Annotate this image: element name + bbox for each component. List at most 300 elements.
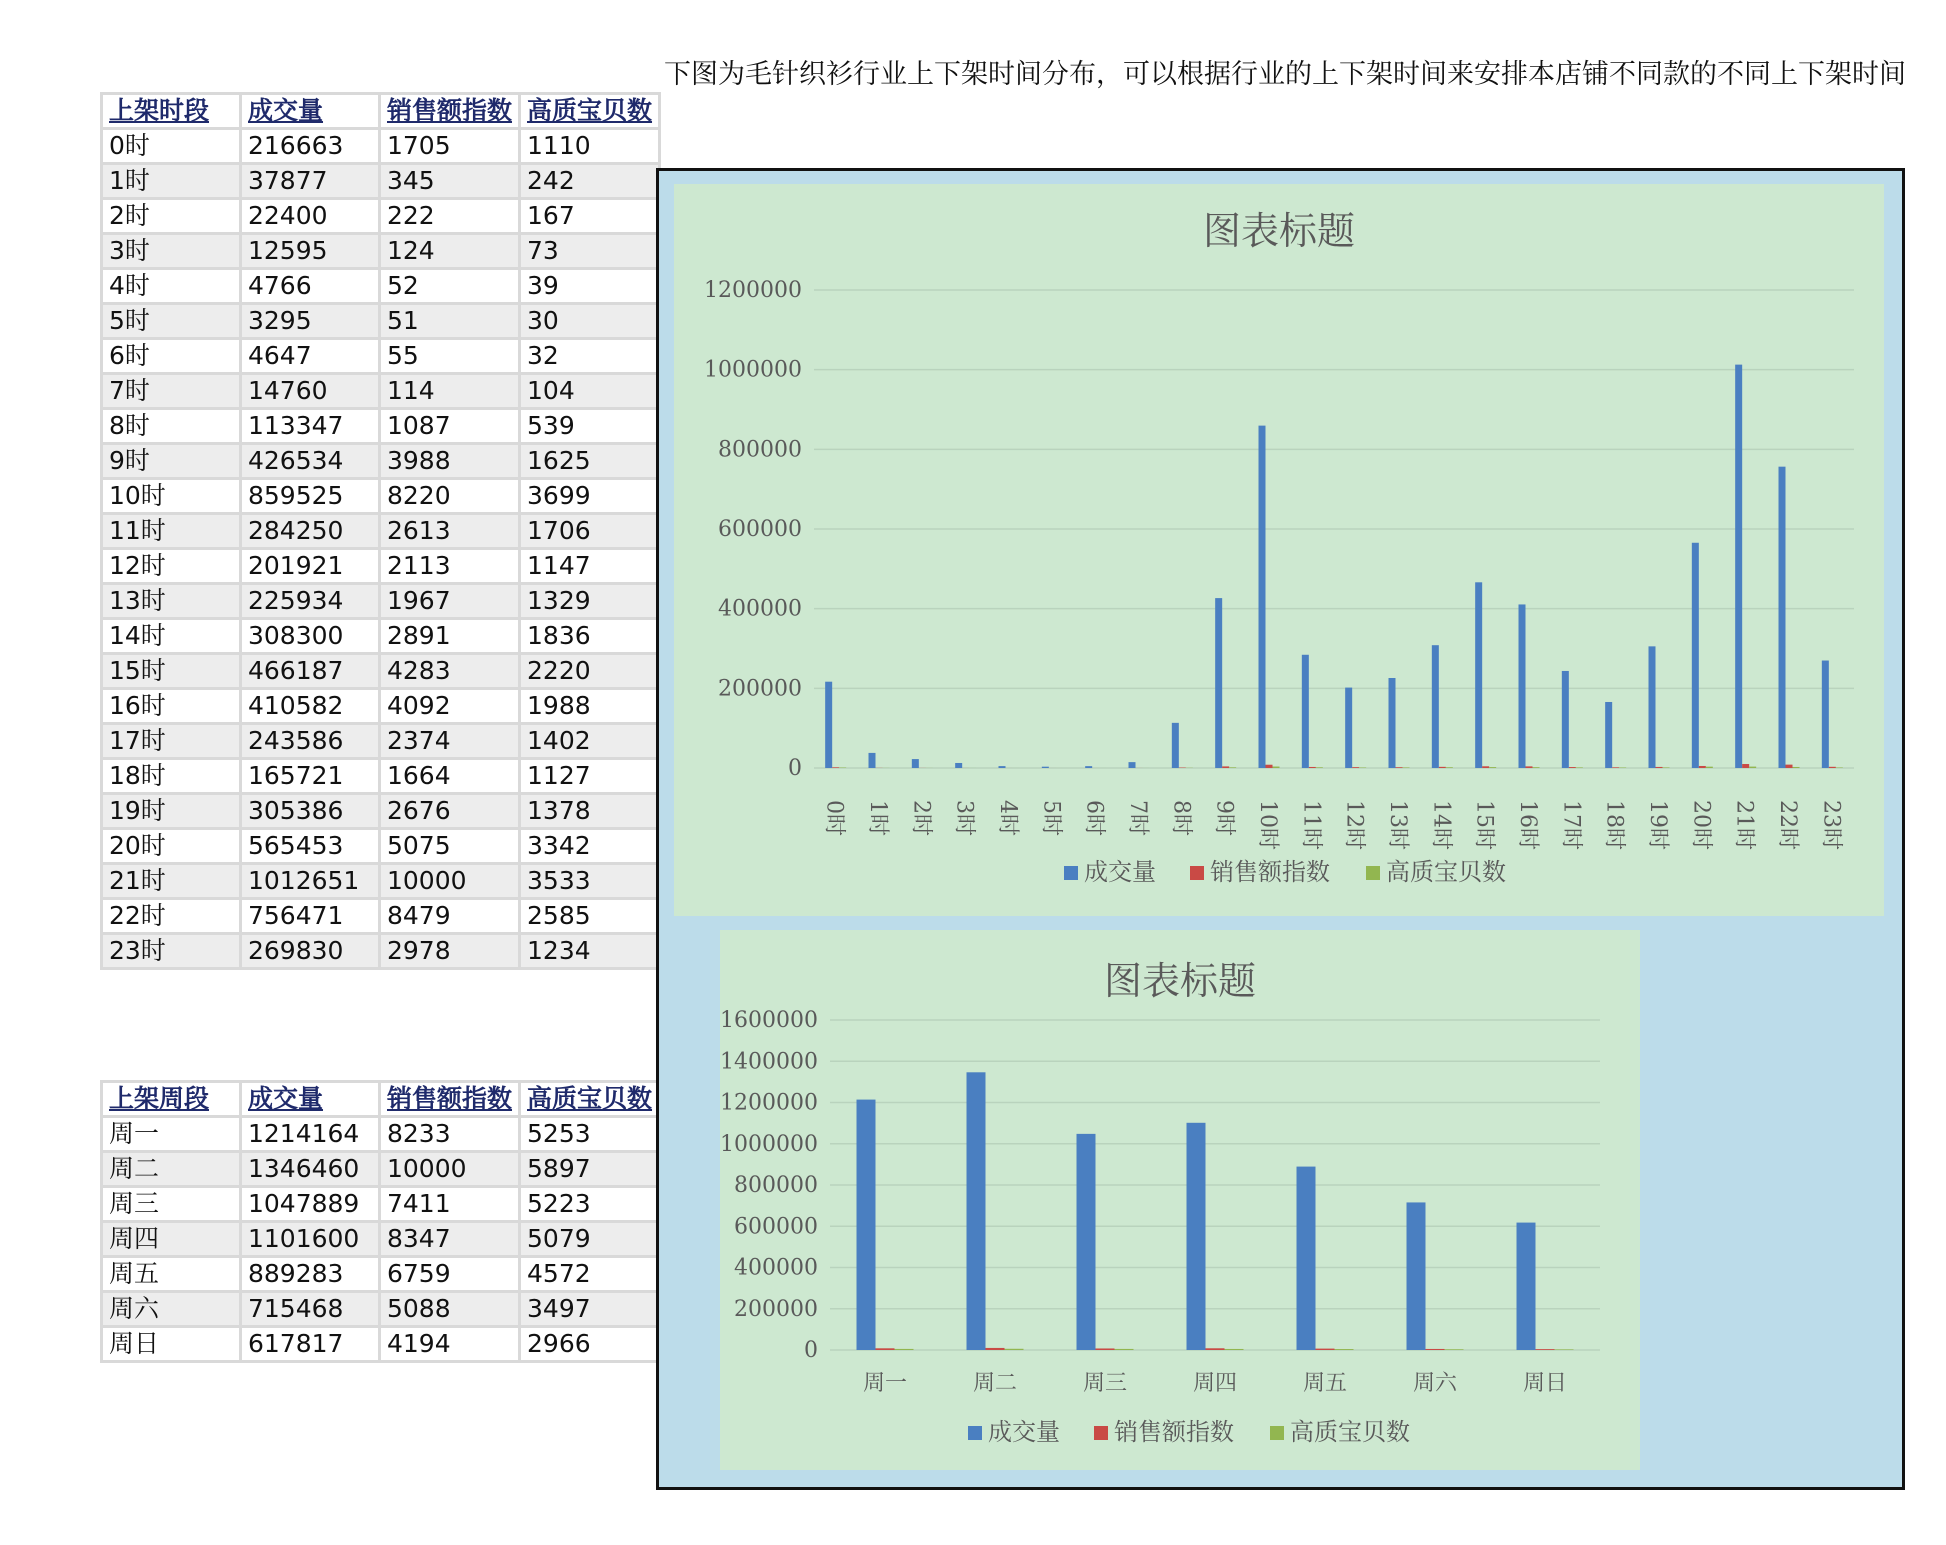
table-cell: 4283 — [381, 655, 518, 687]
bar-volume — [1187, 1123, 1206, 1350]
table-cell: 756471 — [242, 900, 378, 932]
bar-quality-items — [1403, 767, 1410, 768]
table-cell: 2676 — [381, 795, 518, 827]
table-cell: 6759 — [381, 1258, 518, 1290]
table-cell: 1836 — [521, 620, 658, 652]
table-cell: 0时 — [103, 130, 239, 162]
bar-volume — [1389, 678, 1396, 768]
weekly-table-row — [103, 1118, 658, 1150]
table-cell: 1988 — [521, 690, 658, 722]
header-cell: 高质宝贝数 — [521, 1083, 658, 1115]
table-cell: 5时 — [103, 305, 239, 337]
description-note: 下图为毛针织衫行业上下架时间分布，可以根据行业的上下架时间来安排本店铺不同款的不同上下架时间 — [664, 59, 1906, 90]
table-cell: 305386 — [242, 795, 378, 827]
y-tick-label: 600000 — [718, 517, 802, 542]
table-cell: 9时 — [103, 445, 239, 477]
bar-volume — [1517, 1223, 1536, 1350]
hourly-table-row — [103, 340, 658, 372]
table-cell: 3时 — [103, 235, 239, 267]
legend-swatch — [1270, 1426, 1284, 1440]
table-cell: 1110 — [521, 130, 658, 162]
bar-volume — [1407, 1202, 1426, 1350]
bar-quality-items — [895, 1349, 914, 1350]
table-cell: 243586 — [242, 725, 378, 757]
table-cell: 55 — [381, 340, 518, 372]
table-cell: 5223 — [521, 1188, 658, 1220]
table-cell: 73 — [521, 235, 658, 267]
bar-quality-items — [1576, 767, 1583, 768]
table-cell: 3533 — [521, 865, 658, 897]
table-cell: 周一 — [103, 1118, 239, 1150]
bar-sales-index — [1829, 767, 1836, 768]
y-tick-label: 200000 — [718, 676, 802, 702]
table-cell: 21时 — [103, 865, 239, 897]
table-cell: 14时 — [103, 620, 239, 652]
bar-volume — [967, 1072, 986, 1350]
table-cell: 8时 — [103, 410, 239, 442]
x-tick-label: 15时 — [1471, 800, 1497, 850]
bar-volume — [869, 753, 876, 768]
x-tick-label: 7时 — [1125, 800, 1150, 836]
bar-quality-items — [1663, 767, 1670, 768]
bar-volume — [1085, 766, 1092, 768]
table-cell: 5897 — [521, 1153, 658, 1185]
table-cell: 4647 — [242, 340, 378, 372]
table-cell: 23时 — [103, 935, 239, 967]
bar-sales-index — [1526, 766, 1533, 768]
x-tick-label: 周四 — [1192, 1371, 1238, 1396]
table-cell: 426534 — [242, 445, 378, 477]
weekly-table-row — [103, 1153, 658, 1185]
table-cell: 242 — [521, 165, 658, 197]
table-cell: 18时 — [103, 760, 239, 792]
bar-sales-index — [1096, 1348, 1115, 1350]
bar-volume — [1345, 688, 1352, 768]
hourly-table-row — [103, 690, 658, 722]
y-tick-label: 400000 — [734, 1255, 818, 1281]
header-cell: 成交量 — [242, 1083, 378, 1115]
chart-title: 图表标题 — [1202, 209, 1356, 253]
table-cell: 51 — [381, 305, 518, 337]
hourly-table-row — [103, 515, 658, 547]
x-tick-label: 14时 — [1428, 800, 1454, 850]
table-cell: 2374 — [381, 725, 518, 757]
table-cell: 1625 — [521, 445, 658, 477]
bar-quality-items — [1489, 767, 1496, 768]
bar-sales-index — [1612, 767, 1619, 768]
table-cell: 165721 — [242, 760, 378, 792]
table-cell: 1214164 — [242, 1118, 378, 1150]
bar-quality-items — [1793, 767, 1800, 768]
hourly-table-row — [103, 830, 658, 862]
x-tick-label: 23时 — [1818, 800, 1844, 850]
y-tick-label: 1200000 — [704, 278, 802, 303]
bar-quality-items — [1555, 1349, 1574, 1350]
table-cell: 539 — [521, 410, 658, 442]
bar-quality-items — [1706, 767, 1713, 768]
bar-volume — [1735, 365, 1742, 768]
y-tick-label: 800000 — [734, 1173, 818, 1198]
bar-volume — [1779, 467, 1786, 768]
table-cell: 39 — [521, 270, 658, 302]
legend-label: 高质宝贝数 — [1386, 858, 1506, 886]
bar-sales-index — [1396, 767, 1403, 768]
bar-sales-index — [1222, 766, 1229, 768]
bar-volume — [857, 1100, 876, 1350]
table-cell: 889283 — [242, 1258, 378, 1290]
table-cell: 15时 — [103, 655, 239, 687]
bar-volume — [825, 682, 832, 768]
y-tick-label: 1000000 — [704, 357, 802, 383]
bar-quality-items — [1446, 767, 1453, 768]
y-tick-label: 400000 — [718, 596, 802, 622]
hourly-table-row — [103, 270, 658, 302]
bar-quality-items — [1273, 767, 1280, 768]
bar-volume — [1649, 646, 1656, 768]
weekly-table-header — [103, 1083, 658, 1115]
hourly-table-row — [103, 900, 658, 932]
table-cell: 7时 — [103, 375, 239, 407]
bar-sales-index — [1536, 1349, 1555, 1350]
x-tick-label: 周三 — [1082, 1371, 1128, 1396]
bar-sales-index — [1266, 765, 1273, 768]
hourly-table-header — [103, 95, 658, 127]
x-tick-label: 22时 — [1775, 800, 1800, 850]
table-cell: 10时 — [103, 480, 239, 512]
bar-volume — [1129, 762, 1136, 768]
x-tick-label: 21时 — [1731, 800, 1757, 850]
legend-swatch — [1064, 866, 1078, 880]
header-cell: 高质宝贝数 — [521, 95, 658, 127]
x-tick-label: 周六 — [1412, 1371, 1458, 1396]
table-cell: 32 — [521, 340, 658, 372]
x-tick-label: 10时 — [1255, 800, 1280, 850]
table-cell: 5088 — [381, 1293, 518, 1325]
x-tick-label: 周五 — [1302, 1371, 1348, 1396]
x-tick-label: 周二 — [972, 1371, 1018, 1396]
table-cell: 8233 — [381, 1118, 518, 1150]
table-cell: 1705 — [381, 130, 518, 162]
table-cell: 周三 — [103, 1188, 239, 1220]
table-cell: 104 — [521, 375, 658, 407]
weekly-table-row — [103, 1188, 658, 1220]
table-cell: 周五 — [103, 1258, 239, 1290]
bar-sales-index — [1569, 767, 1576, 768]
bar-sales-index — [1426, 1349, 1445, 1350]
weekly-table-row — [103, 1328, 658, 1360]
table-cell: 308300 — [242, 620, 378, 652]
table-cell: 22400 — [242, 200, 378, 232]
bar-quality-items — [1225, 1349, 1244, 1350]
weekly-table-row — [103, 1223, 658, 1255]
table-cell: 3988 — [381, 445, 518, 477]
table-cell: 4194 — [381, 1328, 518, 1360]
bar-volume — [1432, 645, 1439, 768]
x-tick-label: 4时 — [995, 800, 1020, 836]
hourly-table-row — [103, 235, 658, 267]
table-cell: 1087 — [381, 410, 518, 442]
bar-sales-index — [1742, 764, 1749, 768]
bar-quality-items — [1316, 767, 1323, 768]
bar-quality-items — [1749, 767, 1756, 768]
bar-volume — [955, 763, 962, 768]
table-cell: 8220 — [381, 480, 518, 512]
table-cell: 4时 — [103, 270, 239, 302]
table-cell: 30 — [521, 305, 658, 337]
y-tick-label: 0 — [804, 1338, 818, 1363]
hourly-table-row — [103, 865, 658, 897]
legend-swatch — [1366, 866, 1380, 880]
x-tick-label: 5时 — [1038, 800, 1064, 836]
table-cell: 201921 — [242, 550, 378, 582]
bar-quality-items — [1335, 1349, 1354, 1350]
legend-swatch — [1190, 866, 1204, 880]
table-cell: 3497 — [521, 1293, 658, 1325]
bar-volume — [1302, 655, 1309, 768]
table-cell: 1706 — [521, 515, 658, 547]
table-cell: 225934 — [242, 585, 378, 617]
bar-volume — [999, 766, 1006, 768]
table-cell: 222 — [381, 200, 518, 232]
bar-sales-index — [1439, 767, 1446, 768]
bar-sales-index — [1656, 767, 1663, 768]
table-cell: 37877 — [242, 165, 378, 197]
bar-sales-index — [832, 767, 839, 768]
bar-quality-items — [1115, 1349, 1134, 1350]
x-tick-label: 8时 — [1168, 800, 1194, 836]
y-tick-label: 1200000 — [720, 1090, 818, 1116]
hourly-table-row — [103, 935, 658, 967]
hourly-table-row — [103, 200, 658, 232]
table-cell: 16时 — [103, 690, 239, 722]
table-cell: 5079 — [521, 1223, 658, 1255]
table-cell: 1329 — [521, 585, 658, 617]
table-cell: 1234 — [521, 935, 658, 967]
hourly-table-row — [103, 130, 658, 162]
hourly-table-row — [103, 795, 658, 827]
table-cell: 5253 — [521, 1118, 658, 1150]
bar-volume — [1042, 767, 1049, 768]
hourly-table-row — [103, 410, 658, 442]
hourly-table — [100, 92, 661, 970]
table-cell: 20时 — [103, 830, 239, 862]
table-cell: 1147 — [521, 550, 658, 582]
table-cell: 167 — [521, 200, 658, 232]
header-cell: 销售额指数 — [381, 95, 518, 127]
y-tick-label: 200000 — [734, 1296, 818, 1322]
legend-label: 销售额指数 — [1114, 1418, 1234, 1446]
x-tick-label: 20时 — [1688, 800, 1714, 851]
hourly-table-row — [103, 480, 658, 512]
table-cell: 2113 — [381, 550, 518, 582]
table-cell: 2966 — [521, 1328, 658, 1360]
table-cell: 2585 — [521, 900, 658, 932]
hourly-table-row — [103, 620, 658, 652]
table-cell: 284250 — [242, 515, 378, 547]
hourly-chart — [674, 184, 1884, 916]
table-cell: 124 — [381, 235, 518, 267]
bar-volume — [1605, 702, 1612, 768]
x-tick-label: 16时 — [1515, 800, 1540, 850]
bar-volume — [1172, 723, 1179, 768]
x-tick-label: 3时 — [951, 800, 977, 836]
bar-volume — [1077, 1134, 1096, 1350]
bar-sales-index — [876, 1348, 895, 1350]
table-cell: 1664 — [381, 760, 518, 792]
table-cell: 410582 — [242, 690, 378, 722]
bar-sales-index — [1699, 766, 1706, 768]
hourly-table-row — [103, 585, 658, 617]
table-cell: 22时 — [103, 900, 239, 932]
bar-sales-index — [986, 1348, 1005, 1350]
table-cell: 2220 — [521, 655, 658, 687]
table-cell: 1101600 — [242, 1223, 378, 1255]
y-tick-label: 1400000 — [720, 1049, 818, 1075]
table-cell: 3342 — [521, 830, 658, 862]
hourly-table-row — [103, 725, 658, 757]
legend-label: 成交量 — [1084, 858, 1156, 886]
table-cell: 52 — [381, 270, 518, 302]
y-tick-label: 1600000 — [720, 1008, 818, 1033]
chart-title: 图表标题 — [1103, 959, 1257, 1003]
bar-volume — [1519, 604, 1526, 768]
legend-label: 高质宝贝数 — [1290, 1418, 1410, 1446]
hourly-table-row — [103, 550, 658, 582]
y-tick-label: 0 — [788, 756, 802, 781]
x-tick-label: 12时 — [1341, 800, 1367, 850]
bar-volume — [1562, 671, 1569, 768]
x-tick-label: 13时 — [1385, 800, 1410, 850]
legend-swatch — [1094, 1426, 1108, 1440]
bar-volume — [1259, 426, 1266, 768]
weekly-chart — [720, 930, 1640, 1470]
hourly-table-row — [103, 760, 658, 792]
table-cell: 2时 — [103, 200, 239, 232]
table-cell: 216663 — [242, 130, 378, 162]
table-cell: 113347 — [242, 410, 378, 442]
table-cell: 17时 — [103, 725, 239, 757]
table-cell: 周二 — [103, 1153, 239, 1185]
table-cell: 12595 — [242, 235, 378, 267]
table-cell: 114 — [381, 375, 518, 407]
bar-sales-index — [1206, 1348, 1225, 1350]
header-cell: 成交量 — [242, 95, 378, 127]
table-cell: 周日 — [103, 1328, 239, 1360]
y-tick-label: 1000000 — [720, 1131, 818, 1157]
table-cell: 617817 — [242, 1328, 378, 1360]
y-tick-label: 600000 — [734, 1214, 818, 1240]
bar-volume — [912, 759, 919, 768]
legend-swatch — [968, 1426, 982, 1440]
table-cell: 5075 — [381, 830, 518, 862]
bar-sales-index — [1482, 766, 1489, 768]
table-cell: 4766 — [242, 270, 378, 302]
table-cell: 10000 — [381, 865, 518, 897]
table-cell: 1012651 — [242, 865, 378, 897]
bar-quality-items — [1005, 1349, 1024, 1350]
x-tick-label: 6时 — [1081, 800, 1107, 836]
table-cell: 565453 — [242, 830, 378, 862]
x-tick-label: 17时 — [1558, 800, 1584, 850]
table-cell: 1967 — [381, 585, 518, 617]
bar-volume — [1297, 1167, 1316, 1350]
bar-sales-index — [1316, 1349, 1335, 1350]
hourly-table-row — [103, 655, 658, 687]
table-cell: 4572 — [521, 1258, 658, 1290]
table-cell: 8347 — [381, 1223, 518, 1255]
table-cell: 1402 — [521, 725, 658, 757]
table-cell: 1127 — [521, 760, 658, 792]
x-tick-label: 周日 — [1522, 1371, 1568, 1396]
bar-sales-index — [1352, 767, 1359, 768]
table-cell: 周四 — [103, 1223, 239, 1255]
header-cell: 销售额指数 — [381, 1083, 518, 1115]
legend-label: 成交量 — [988, 1418, 1060, 1446]
table-cell: 1时 — [103, 165, 239, 197]
table-cell: 1346460 — [242, 1153, 378, 1185]
table-cell: 8479 — [381, 900, 518, 932]
table-cell: 859525 — [242, 480, 378, 512]
bar-sales-index — [1786, 765, 1793, 768]
table-cell: 2613 — [381, 515, 518, 547]
weekly-table-row — [103, 1258, 658, 1290]
bar-sales-index — [1309, 767, 1316, 768]
table-cell: 6时 — [103, 340, 239, 372]
x-tick-label: 0时 — [821, 800, 847, 836]
hourly-table-row — [103, 165, 658, 197]
hourly-table-row — [103, 305, 658, 337]
x-tick-label: 9时 — [1211, 800, 1237, 836]
table-cell: 715468 — [242, 1293, 378, 1325]
table-cell: 4092 — [381, 690, 518, 722]
bar-volume — [1475, 582, 1482, 768]
table-cell: 12时 — [103, 550, 239, 582]
table-cell: 周六 — [103, 1293, 239, 1325]
bar-quality-items — [1445, 1349, 1464, 1350]
bar-volume — [1215, 598, 1222, 768]
table-cell: 2978 — [381, 935, 518, 967]
weekly-chart-svg — [720, 930, 1640, 1470]
table-cell: 269830 — [242, 935, 378, 967]
weekly-table — [100, 1080, 661, 1363]
table-cell: 1378 — [521, 795, 658, 827]
table-cell: 2891 — [381, 620, 518, 652]
hourly-table-row — [103, 375, 658, 407]
table-cell: 10000 — [381, 1153, 518, 1185]
weekly-table-row — [103, 1293, 658, 1325]
table-cell: 1047889 — [242, 1188, 378, 1220]
x-tick-label: 19时 — [1645, 800, 1670, 850]
table-cell: 345 — [381, 165, 518, 197]
table-cell: 13时 — [103, 585, 239, 617]
bar-volume — [1692, 543, 1699, 768]
bar-volume — [1822, 661, 1829, 768]
table-cell: 19时 — [103, 795, 239, 827]
x-tick-label: 11时 — [1298, 800, 1324, 850]
table-cell: 466187 — [242, 655, 378, 687]
hourly-chart-svg — [674, 184, 1884, 916]
table-cell: 7411 — [381, 1188, 518, 1220]
y-tick-label: 800000 — [718, 437, 802, 463]
legend-label: 销售额指数 — [1210, 858, 1330, 886]
x-tick-label: 周一 — [862, 1371, 908, 1396]
hourly-table-row — [103, 445, 658, 477]
x-tick-label: 18时 — [1601, 800, 1627, 850]
header-cell: 上架时段 — [103, 95, 239, 127]
x-tick-label: 2时 — [908, 800, 934, 836]
table-cell: 3699 — [521, 480, 658, 512]
table-cell: 14760 — [242, 375, 378, 407]
